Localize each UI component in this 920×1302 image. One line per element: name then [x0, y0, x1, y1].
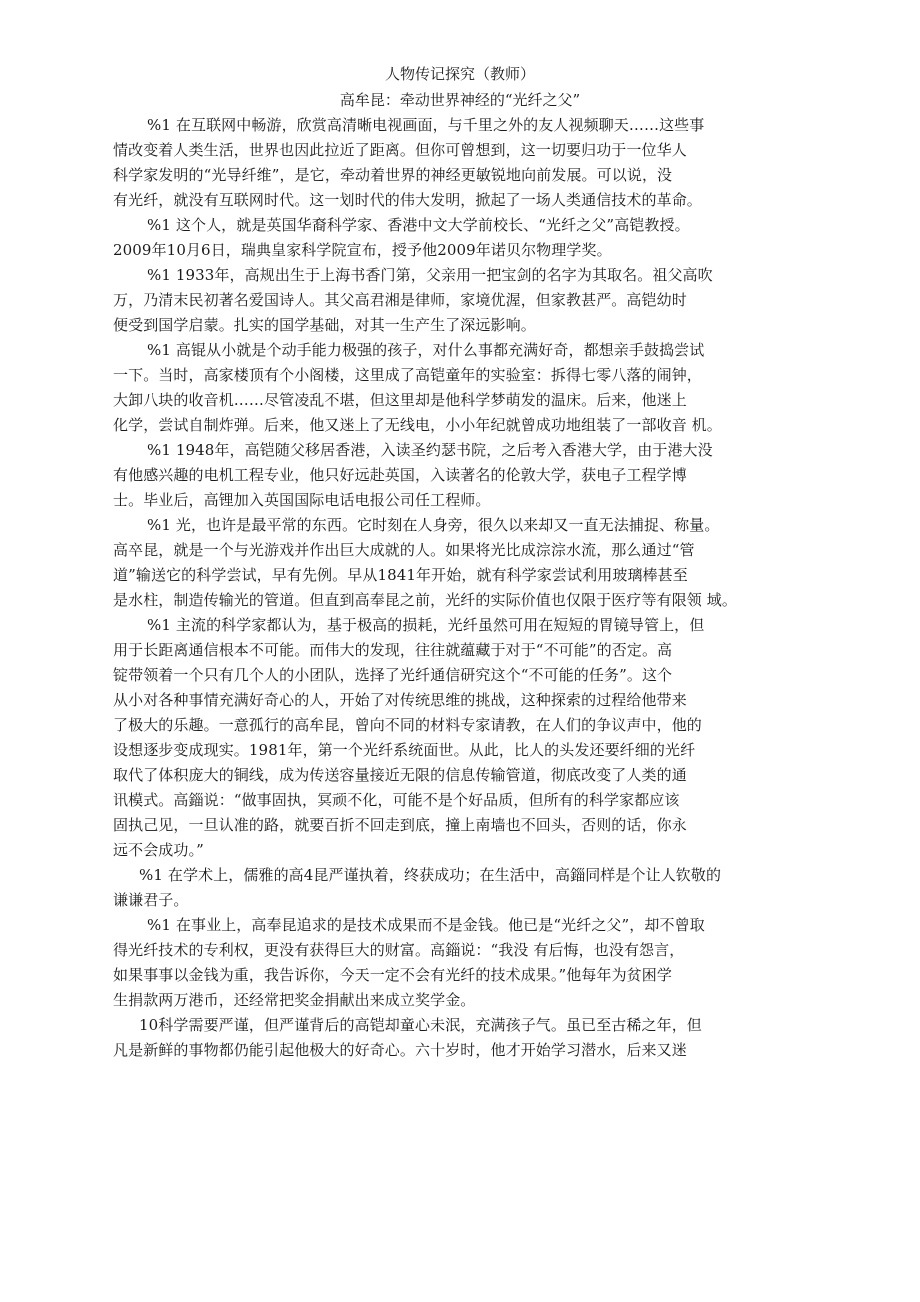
text-line: %1 高锟从小就是个动手能力极强的孩子，对什么事都充满好奇，都想亲手鼓捣尝试	[147, 341, 705, 359]
text-line: 高卒昆，就是一个与光游戏并作出巨大成就的人。如果将光比成淙淙水流，那么通过“管	[113, 541, 695, 559]
text-line: 了极大的乐趣。一意孤行的高牟昆，曾向不同的材料专家请教，在人们的争议声中，他的	[113, 716, 702, 734]
text-line: 有光纤，就没有互联网时代。这一划时代的伟大发明，掀起了一场人类通信技术的革命。	[113, 191, 702, 209]
text-line: 如果事事以金钱为重，我告诉你，今天一定不会有光纤的技术成果。”他每年为贫困学	[113, 966, 672, 984]
text-line: 一下。当时，高家楼顶有个小阁楼，这里成了高铠童年的实验室：拆得七零八落的闹钟，	[113, 366, 702, 384]
text-line: %1 主流的科学家都认为，基于极高的损耗，光纤虽然可用在短短的胃镜导管上，但	[147, 616, 705, 634]
text-line: 士。毕业后，高锂加入英国国际电话电报公司任工程师。	[113, 491, 491, 509]
text-line: 科学家发明的“光导纤维”，是它，牵动着世界的神经更敏锐地向前发展。可以说，没	[113, 166, 673, 184]
text-line: %1 在事业上，高奉昆追求的是技术成果而不是金钱。他已是“光纤之父”，却不曾取	[147, 916, 705, 934]
text-line: %1 1933年，高规出生于上海书香门第，父亲用一把宝剑的名字为其取名。祖父高吹	[147, 266, 713, 284]
text-line: 用于长距离通信根本不可能。而伟大的发现，往往就蕴藏于对于“不可能”的否定。高	[113, 641, 673, 659]
text-line: %1 这个人，就是英国华裔科学家、香港中文大学前校长、“光纤之父”高铠教授。	[147, 216, 690, 234]
text-line: 便受到国学启蒙。扎实的国学基础，对其一生产生了深远影响。	[113, 316, 536, 334]
text-line: 谦谦君子。	[113, 891, 189, 909]
text-line: 万，乃清末民初著名爱国诗人。其父高君湘是律师，家境优渥，但家教甚严。高铠幼时	[113, 291, 687, 309]
text-line: 有他感兴趣的电机工程专业，他只好远赴英国，入读著名的伦敦大学，获电子工程学博	[113, 466, 687, 484]
text-line: 远不会成功。”	[113, 841, 204, 859]
text-line: 10科学需要严谨，但严谨背后的高铠却童心未泯，充满孩子气。虽已至古稀之年，但	[139, 1016, 702, 1034]
text-line: 情改变着人类生活，世界也因此拉近了距离。但你可曾想到，这一切要归功于一位华人	[113, 141, 687, 159]
text-line: 讯模式。高錙说：“做事固执，冥顽不化，可能不是个好品质，但所有的科学家都应该	[113, 791, 680, 809]
text-line: 大卸八块的收音机……尽管凌乱不堪，但这里却是他科学梦萌发的温床。后来，他迷上	[113, 391, 687, 409]
text-line: 设想逐步变成现实。1981年，第一个光纤系统面世。从此，比人的头发还要纤细的光纤	[113, 741, 696, 759]
text-line: %1 1948年，高铠随父移居香港，入读圣约瑟书院，之后考入香港大学，由于港大没	[147, 441, 713, 459]
text-line: 化学，尝试自制炸弹。后来，他又迷上了无线电，小小年纪就曾成功地组装了一部收音 机。	[113, 416, 722, 434]
text-line: 是水柱，制造传输光的管道。但直到高奉昆之前，光纤的实际价值也仅限于医疗等有限领 域。	[113, 591, 737, 609]
document-subtitle: 高牟昆：牵动世界神经的“光纤之父”	[339, 91, 581, 109]
text-line: 固执己见，一旦认准的路，就要百折不回走到底，撞上南墙也不回头，否则的话，你永	[113, 816, 687, 834]
text-line: 2009年10月6日，瑞典皇家科学院宣布，授予他2009年诺贝尔物理学奖。	[113, 241, 612, 259]
text-line: %1 在互联网中畅游，欣赏高清晰电视画面，与千里之外的友人视频聊天……这些事	[147, 116, 705, 134]
text-line: 道”输送它的科学尝试，早有先例。早从1841年开始，就有科学家尝试利用玻璃棒甚至	[113, 566, 688, 584]
text-line: 取代了体积庞大的铜线，成为传送容量接近无限的信息传输管道，彻底改变了人类的通	[113, 766, 687, 784]
text-line: %1 在学术上，儒雅的高4昆严谨执着，终获成功；在生活中，高錙同样是个让人钦敬的	[139, 866, 722, 884]
text-line: 得光纤技术的专利权，更没有获得巨大的财富。高錙说：“我没 有后悔，也没有怨言，	[113, 941, 685, 959]
text-line: 从小对各种事情充满好奇心的人，开始了对传统思维的挑战，这种探索的过程给他带来	[113, 691, 687, 709]
text-line: 凡是新鲜的事物都仍能引起他极大的好奇心。六十岁时，他才开始学习潜水，后来又迷	[113, 1041, 687, 1059]
document-title: 人物传记探究（教师）	[384, 65, 535, 83]
text-line: %1 光，也许是最平常的东西。它时刻在人身旁，很久以来却又一直无法捕捉、称量。	[147, 516, 720, 534]
text-line: 生捐款两万港币，还经常把奖金捐献出来成立奖学金。	[113, 991, 476, 1009]
text-line: 锭带领着一个只有几个人的小团队，选择了光纤通信研究这个“不可能的任务”。这个	[113, 666, 673, 684]
